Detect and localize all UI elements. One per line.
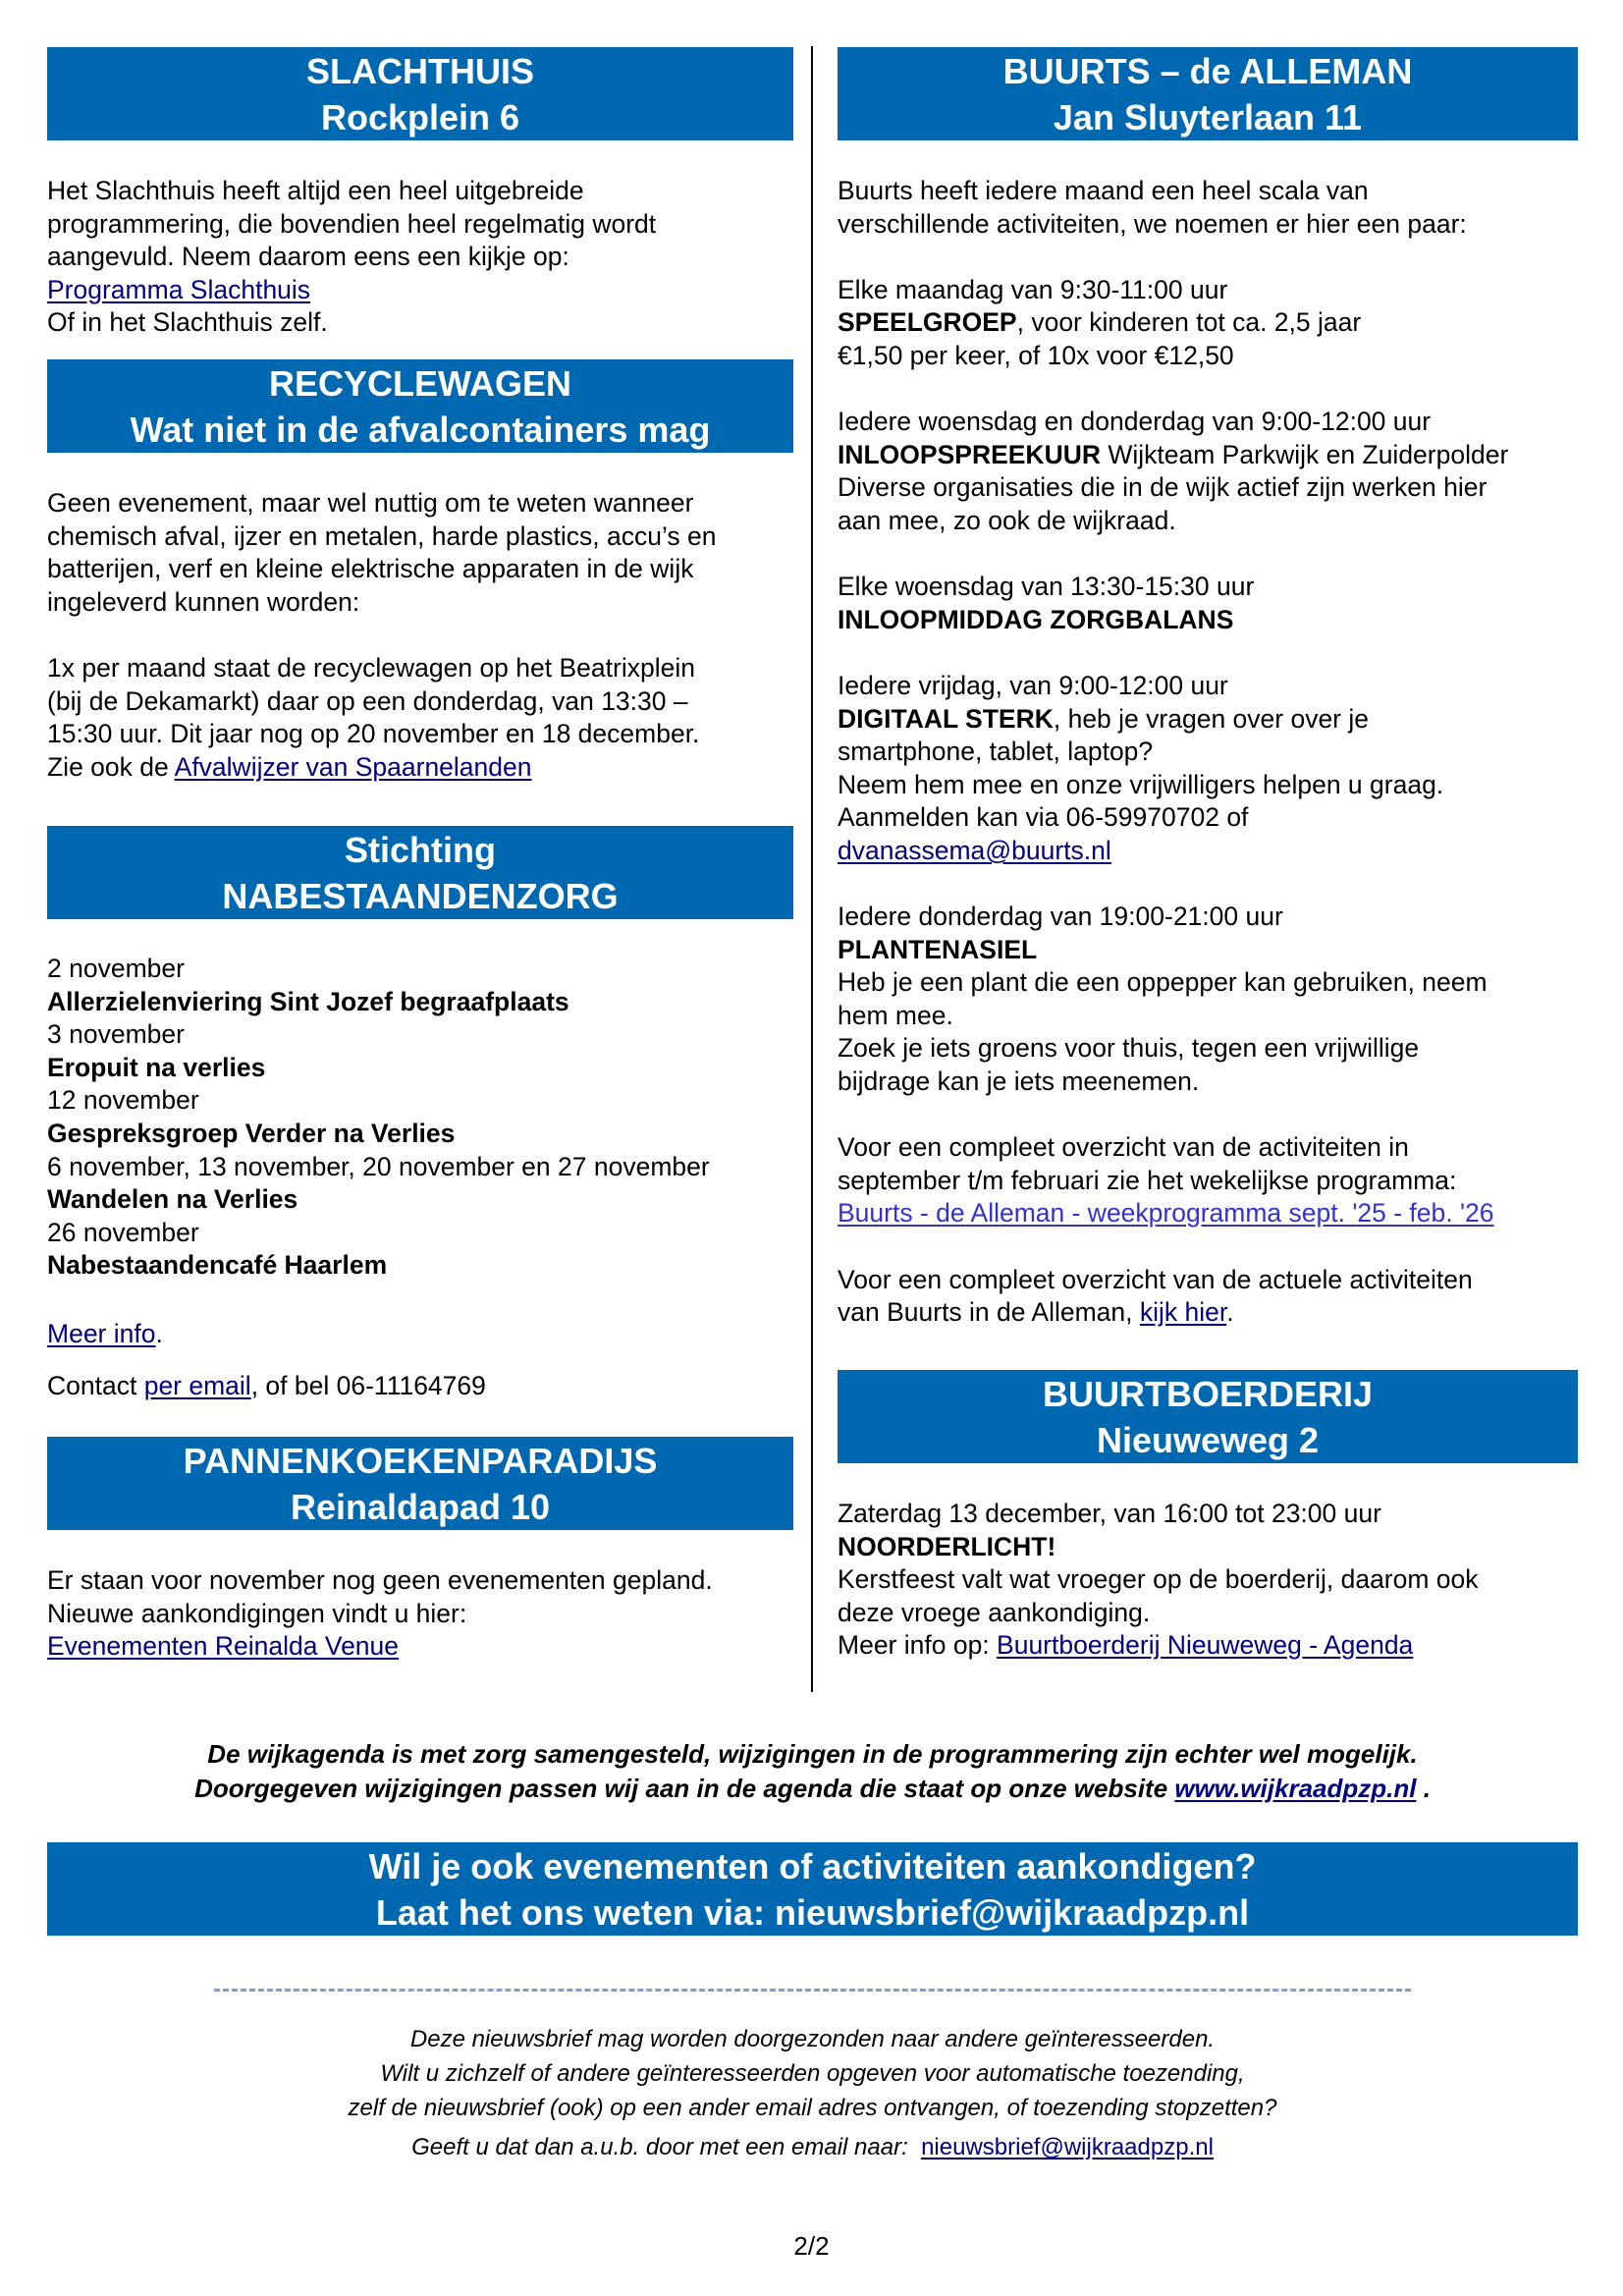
column-divider — [811, 46, 813, 1692]
header-buurtboerderij — [838, 1370, 1578, 1463]
text-line: hem mee. — [838, 1000, 953, 1030]
text-line: Voor een compleet overzicht van de activiteiten in — [838, 1132, 1409, 1163]
activity-when: Elke maandag van 9:30-11:00 uur — [838, 274, 1228, 304]
text-line: Heb je een plant die een oppepper kan gebruiken, neem — [838, 967, 1488, 998]
weekprogramma-link[interactable]: Buurts - de Alleman - weekprogramma sept. '25 - feb. '26 — [838, 1198, 1494, 1229]
event-name: Wandelen na Verlies — [47, 1184, 298, 1215]
activity-when: Elke woensdag van 13:30-15:30 uur — [838, 572, 1255, 602]
section-buurts — [838, 175, 1508, 1330]
section-buurtboerderij — [838, 1498, 1479, 1663]
header-title: Stichting — [345, 829, 496, 870]
text-line: Aanmelden kan via 06-59970702 of — [838, 802, 1249, 833]
header-recyclewagen — [47, 359, 793, 453]
text-line: Neem hem mee en onze vrijwilligers helpen u graag. — [838, 769, 1444, 799]
programma-slachthuis-link[interactable]: Programma Slachthuis — [47, 274, 311, 304]
event-date: 2 november — [47, 954, 185, 983]
activity-name: INLOOPSPREEKUUR — [838, 439, 1101, 469]
header-title: BUURTBOERDERIJ — [1042, 1373, 1374, 1414]
header-subtitle: Rockplein 6 — [320, 96, 520, 137]
meer-info-link[interactable]: Meer info — [47, 1319, 156, 1348]
event-when: Zaterdag 13 december, van 16:00 tot 23:00 uur — [838, 1499, 1381, 1528]
text-suffix: . — [1226, 1297, 1234, 1328]
cta-line: Wil je ook evenementen of activiteiten aankondigen? — [368, 1845, 1257, 1886]
section-slachthuis — [47, 175, 656, 340]
text-line: aangevuld. Neem daarom eens een kijkje op: — [47, 242, 569, 272]
email-link-dvanassema[interactable]: dvanassema@buurts.nl — [838, 835, 1111, 865]
cta-line: Laat het ons weten via: nieuwsbrief@wijkraadpzp.nl — [375, 1891, 1250, 1933]
footer-line: Wilt u zichzelf of andere geïnteresseerden opgeven voor automatische toezending, — [380, 2060, 1245, 2087]
activity-when: Iedere vrijdag, van 9:00-12:00 uur — [838, 670, 1228, 700]
text-line: Voor een compleet overzicht van de actuele activiteiten — [838, 1264, 1473, 1294]
text-line: aan mee, zo ook de wijkraad. — [838, 505, 1176, 535]
activity-desc: , voor kinderen tot ca. 2,5 jaar — [1016, 307, 1362, 338]
text-line: programmering, die bovendien heel regelmatig wordt — [47, 208, 657, 239]
footer-line: Geeft u dat dan a.u.b. door met een email naar: — [411, 2134, 922, 2160]
header-subtitle: NABESTAANDENZORG — [222, 875, 619, 916]
disclaimer — [47, 1737, 1578, 1806]
section-nabestaandenzorg — [47, 953, 710, 1283]
event-name: Allerzielenviering Sint Jozef begraafplaats — [47, 986, 569, 1016]
activity-when: Iedere donderdag van 19:00-21:00 uur — [838, 902, 1283, 932]
text-suffix: . — [155, 1319, 163, 1348]
header-subtitle: Jan Sluyterlaan 11 — [1053, 96, 1363, 137]
activity-when: Iedere woensdag en donderdag van 9:00-12:00 uur — [838, 407, 1432, 437]
text-line: chemisch afval, ijzer en metalen, harde plastics, accu’s en — [47, 520, 717, 551]
header-title: BUURTS – de ALLEMAN — [1002, 50, 1413, 91]
header-title: PANNENKOEKENPARADIJS — [183, 1440, 658, 1481]
footer-line: zelf de nieuwsbrief (ook) op een ander email adres ontvangen, of toezending stopzetten? — [348, 2095, 1277, 2121]
event-date: 6 november, 13 november, 20 november en 27 november — [47, 1151, 710, 1181]
activity-price: €1,50 per keer, of 10x voor €12,50 — [838, 340, 1234, 370]
header-subtitle: Nieuweweg 2 — [1096, 1419, 1320, 1460]
footer-line: Deze nieuwsbrief mag worden doorgezonden naar andere geïnteresseerden. — [409, 2026, 1216, 2052]
page-number: 2/2 — [793, 2231, 830, 2261]
header-title: RECYCLEWAGEN — [268, 362, 572, 404]
buurtboerderij-agenda-link[interactable]: Buurtboerderij Nieuweweg - Agenda — [997, 1630, 1414, 1661]
kijk-hier-link[interactable]: kijk hier — [1139, 1297, 1227, 1328]
text-line: Kerstfeest valt wat vroeger op de boerderij, daarom ook — [838, 1564, 1479, 1595]
text-line: smartphone, tablet, laptop? — [838, 737, 1154, 767]
header-pannenkoekenparadijs — [47, 1437, 793, 1530]
website-link[interactable]: www.wijkraadpzp.nl — [1174, 1774, 1417, 1803]
activity-name: DIGITAAL STERK — [838, 703, 1054, 734]
text-line: (bij de Dekamarkt) daar op een donderdag, van 13:30 – — [47, 685, 688, 716]
header-slachthuis — [47, 47, 793, 140]
activity-desc: , heb je vragen over over je — [1053, 703, 1369, 734]
event-date: 12 november — [47, 1085, 199, 1116]
text-line: Of in het Slachthuis zelf. — [47, 307, 328, 338]
section-recyclewagen — [47, 487, 716, 784]
disclaimer-line: Doorgegeven wijzigingen passen wij aan in de agenda die staat op onze website — [194, 1774, 1175, 1803]
header-buurts — [838, 47, 1578, 140]
activity-name: PLANTENASIEL — [838, 934, 1038, 964]
text-line: Buurts heeft iedere maand een heel scala van — [838, 176, 1369, 205]
text-line: Geen evenement, maar wel nuttig om te weten wanneer — [47, 488, 694, 518]
section-pannenkoekenparadijs — [47, 1564, 713, 1664]
phone-text: , of bel 06-11164769 — [250, 1371, 486, 1400]
text-line: Zoek je iets groens voor thuis, tegen een vrijwillige — [838, 1033, 1420, 1064]
text-line: Diverse organisaties die in de wijk actief zijn werken hier — [838, 472, 1488, 503]
event-name: NOORDERLICHT! — [838, 1531, 1056, 1561]
header-subtitle: Reinaldapad 10 — [290, 1486, 551, 1527]
text-suffix: . — [1416, 1774, 1431, 1803]
header-nabestaandenzorg — [47, 826, 793, 919]
text-prefix: Zie ook de — [47, 751, 175, 782]
dashed-separator — [214, 1989, 1411, 1992]
event-name: Nabestaandencafé Haarlem — [47, 1250, 388, 1281]
contact-line — [47, 1370, 486, 1403]
activity-desc: Wijkteam Parkwijk en Zuiderpolder — [1100, 439, 1509, 469]
text-line: september t/m februari zie het wekelijkse programma: — [838, 1165, 1457, 1195]
text-line: batterijen, verf en kleine elektrische apparaten in de wijk — [47, 554, 694, 584]
text-line: verschillende activiteiten, we noemen er hier een paar: — [838, 208, 1467, 239]
event-date: 3 november — [47, 1019, 185, 1050]
event-name: Eropuit na verlies — [47, 1052, 266, 1082]
meer-info-line — [47, 1318, 163, 1351]
activity-name: SPEELGROEP — [838, 307, 1017, 338]
header-subtitle: Wat niet in de afvalcontainers mag — [130, 409, 711, 450]
text-prefix: Contact — [47, 1371, 144, 1400]
disclaimer-line: De wijkagenda is met zorg samengesteld, wijzigingen in de programmering zijn echter wel mogelijk. — [207, 1739, 1418, 1769]
activity-name: INLOOPMIDDAG ZORGBALANS — [838, 604, 1234, 634]
afvalwijzer-link[interactable]: Afvalwijzer van Spaarnelanden — [174, 751, 532, 782]
text-line: ingeleverd kunnen worden: — [47, 586, 360, 617]
per-email-link[interactable]: per email — [143, 1371, 251, 1400]
cta-banner — [47, 1842, 1578, 1936]
text-prefix: Meer info op: — [838, 1630, 998, 1661]
text-line: Er staan voor november nog geen evenementen gepland. — [47, 1565, 713, 1595]
event-name: Gespreksgroep Verder na Verlies — [47, 1118, 456, 1148]
text-prefix: van Buurts in de Alleman, — [838, 1297, 1140, 1328]
text-line: 1x per maand staat de recyclewagen op het Beatrixplein — [47, 652, 695, 683]
text-line: Het Slachthuis heeft altijd een heel uitgebreide — [47, 176, 584, 205]
text-line: Nieuwe aankondigingen vindt u hier: — [47, 1598, 467, 1628]
text-line: 15:30 uur. Dit jaar nog op 20 november en 18 december. — [47, 719, 700, 749]
header-title: SLACHTHUIS — [306, 50, 534, 91]
text-line: deze vroege aankondiging. — [838, 1597, 1151, 1627]
newsletter-email-link[interactable]: nieuwsbrief@wijkraadpzp.nl — [921, 2134, 1214, 2160]
reinalda-venue-link[interactable]: Evenementen Reinalda Venue — [47, 1631, 400, 1662]
text-line: bijdrage kan je iets meenemen. — [838, 1066, 1200, 1097]
event-date: 26 november — [47, 1217, 199, 1247]
footer-notice — [47, 2022, 1578, 2164]
